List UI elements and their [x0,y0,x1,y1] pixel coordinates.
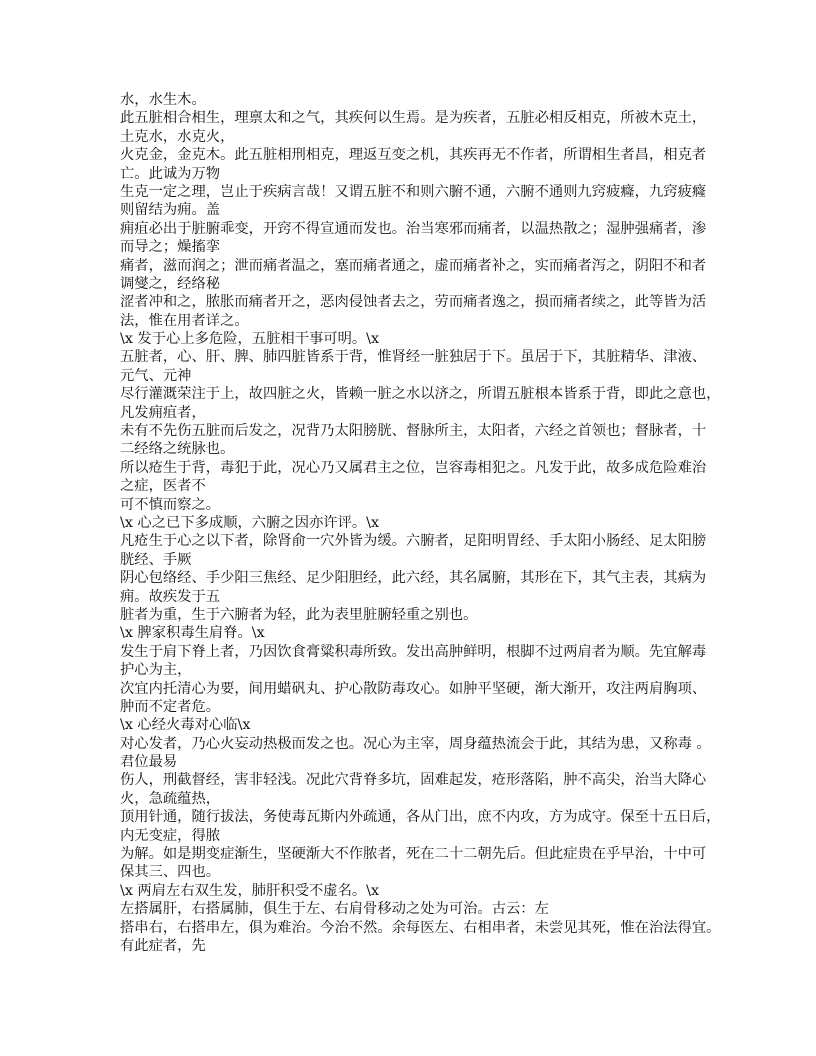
text-line: \x 两肩左右双生发，肺肝积受不虚名。\x [120,882,380,899]
text-line: 法，惟在用者详之。 [120,312,249,329]
text-line: 对心发者，乃心火妄动热极而发之也。况心为主宰，周身蕴热流会于此，其结为患，又称毒 。 [120,735,711,752]
text-line: 阴心包络经、手少阳三焦经、足少阳胆经，此六经，其名属腑，其形在下，其气主表，其病为 [120,570,707,587]
text-line: 可不慎而察之。 [120,496,221,513]
text-line: 火克金，金克木。此五脏相刑相克，理返互变之机，其疾再无不作者，所谓相生者昌，相克者 [120,147,707,164]
text-line: \x 心经火毒对心临\x [120,717,251,734]
text-line: \x 脾家积毒生肩脊。\x [120,625,265,642]
text-line: 二经络之统脉也。 [120,441,235,458]
document-body [120,91,730,955]
text-line: 尽行灌溉荣注于上，故四脏之火，皆赖一脏之水以济之，所谓五脏根本皆系于背，即此之意也， [120,386,721,403]
text-line: 护心为主， [120,662,192,679]
text-line: 生克一定之理，岂止于疾病言哉！又谓五脏不和则六腑不通，六腑不通则九窍疲癃，九窍疲癃 [120,183,707,200]
text-line: \x 发于心上多危险，五脏相干事可明。\x [120,331,380,348]
text-line: 痛者，滋而润之；泄而痛者温之，塞而痛者通之，虚而痛者补之，实而痛者泻之，阴阳不和者 [120,257,707,274]
text-line: 此五脏相合相生，理禀太和之气，其疾何以生焉。是为疾者，五脏必相反相克，所被木克土， [120,110,707,127]
text-line: 保其三、四也。 [120,864,221,881]
text-line: \x 心之已下多成顺，六腑之因亦许评。\x [120,514,380,531]
text-line: 次宜内托清心为要，间用蜡矾丸、护心散防毒攻心。如肿平坚硬，渐大渐开，攻注两肩胸项、 [120,680,707,697]
text-line: 火，急疏蕴热， [120,790,221,807]
text-line: 有此症者，先 [120,937,206,954]
text-line: 之症，医者不 [120,478,206,495]
text-line: 则留结为痈。盖 [120,202,221,219]
text-line: 亡。此诚为万物 [120,165,221,182]
text-line: 搭串右，右搭串左，俱为难治。今治不然。余每医左、右相串者，未尝见其死，惟在治法得宜。 [120,919,721,936]
text-line: 涩者冲和之，脓胀而痛者开之，恶肉侵蚀者去之，劳而痛者逸之，损而痛者续之，此等皆为活 [120,294,707,311]
text-line: 肿而不定者危。 [120,698,221,715]
text-line: 发生于肩下脊上者，乃因饮食膏粱积毒所致。发出高肿鲜明，根脚不过两肩者为顺。先宜解毒 [120,643,707,660]
text-line: 凡疮生于心之以下者，除肾俞一穴外皆为缓。六腑者，足阳明胃经、手太阳小肠经、足太阳膀 [120,533,707,550]
text-line: 痈疽必出于脏腑乖变，开窍不得宣通而发也。治当寒邪而痛者，以温热散之；湿肿强痛者，渗 [120,220,707,237]
text-line: 痈。故疾发于五 [120,588,221,605]
text-line: 未有不先伤五脏而后发之，况背乃太阳膀胱、督脉所主，太阳者，六经之首领也；督脉者，十 [120,423,707,440]
text-line: 而导之；燥搐挛 [120,239,221,256]
text-line: 脏者为重，生于六腑者为轻，此为表里脏腑轻重之别也。 [120,606,478,623]
text-line: 五脏者，心、肝、脾、肺四脏皆系于背，惟肾经一脏独居于下。虽居于下，其脏精华、津液、 [120,349,707,366]
text-line: 凡发痈疽者， [120,404,206,421]
text-line: 为解。如是期变症渐生，坚硬渐大不作脓者，死在二十二朝先后。但此症贵在乎早治，十中可 [120,846,707,863]
text-line: 胱经、手厥 [120,551,192,568]
text-line: 调燮之，经络秘 [120,275,221,292]
text-line: 元气、元神 [120,367,192,384]
text-line: 伤人，刑截督经，害非轻浅。况此穴背脊多坑，固难起发，疮形落陷，肿不高尖，治当大降心 [120,772,707,789]
text-line: 土克水，水克火， [120,128,235,145]
text-line: 内无变症，得脓 [120,827,221,844]
text-line: 君位最易 [120,754,178,771]
text-line: 水，水生木。 [120,92,206,108]
text-line: 左搭属肝，右搭属肺，俱生于左、右肩骨移动之处为可治。古云：左 [120,901,549,918]
text-line: 所以疮生于背，毒犯于此，况心乃又属君主之位，岂容毒相犯之。凡发于此，故多成危险难治 [120,459,707,476]
text-line: 顶用针通，随行拔法，务使毒瓦斯内外疏通，各从门出，庶不内攻，方为成守。保至十五日后， [120,809,721,826]
